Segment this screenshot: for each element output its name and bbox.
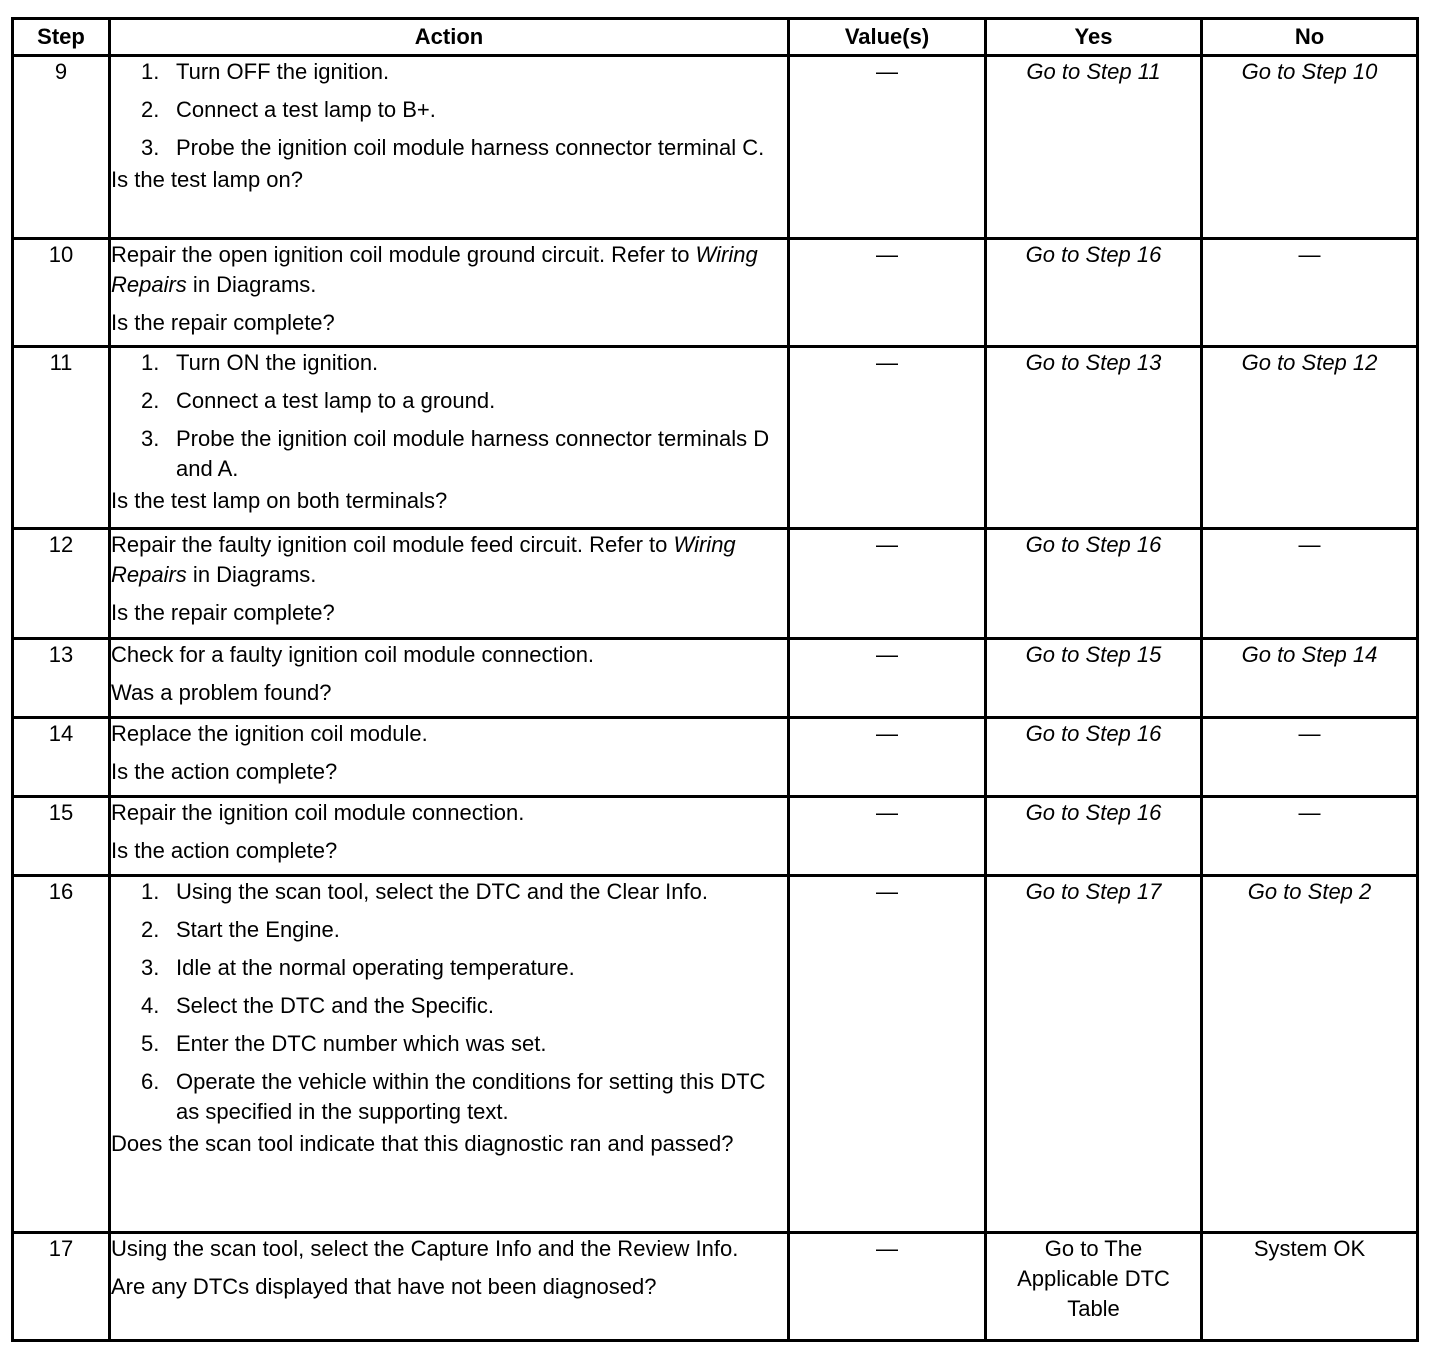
no-cell xyxy=(1202,56,1418,239)
no-value: — xyxy=(1298,721,1321,746)
yes-cell xyxy=(986,639,1202,718)
no-cell xyxy=(1202,239,1418,347)
action-cell xyxy=(110,639,789,718)
header-step: Step xyxy=(13,19,110,56)
list-item: 1. Using the scan tool, select the DTC and the Clear Info. xyxy=(141,879,708,904)
table-row xyxy=(13,797,1418,876)
yes-cell xyxy=(986,239,1202,347)
no-link: Go to Step 2 xyxy=(1247,879,1372,904)
yes-link: Go to Step 16 xyxy=(1025,532,1162,557)
diagnostic-table xyxy=(11,17,1419,1342)
no-cell xyxy=(1202,876,1418,1233)
action-cell xyxy=(110,529,789,639)
no-value: — xyxy=(1298,532,1321,557)
yes-link: Go to Step 17 xyxy=(1025,879,1162,904)
yes-cell xyxy=(986,797,1202,876)
value-cell: — xyxy=(789,347,986,529)
action-text: Replace the ignition coil module. xyxy=(111,721,428,746)
header-no: No xyxy=(1202,19,1418,56)
question-text: Is the repair complete? xyxy=(111,600,335,625)
value-cell: — xyxy=(789,239,986,347)
no-cell xyxy=(1202,529,1418,639)
list-item: 1. Turn ON the ignition. xyxy=(141,350,379,375)
list-item: 1. Turn OFF the ignition. xyxy=(141,59,390,84)
list-item: 3. Probe the ignition coil module harness connector terminals D and A. xyxy=(141,426,770,481)
step-number: 16 xyxy=(13,876,110,1233)
no-link: Go to Step 10 xyxy=(1241,59,1378,84)
action-cell xyxy=(110,56,789,239)
step-number: 9 xyxy=(13,56,110,239)
yes-cell xyxy=(986,56,1202,239)
yes-link: Go to The Applicable DTC Table xyxy=(1017,1236,1170,1321)
action-text: Repair the ignition coil module connection. xyxy=(111,800,525,825)
question-text: Is the repair complete? xyxy=(111,310,335,335)
yes-cell xyxy=(986,1233,1202,1341)
action-text: Repair the faulty ignition coil module feed circuit. Refer to Wiring Repairs in Diagrams. xyxy=(111,532,736,587)
yes-cell xyxy=(986,718,1202,797)
value-cell: — xyxy=(789,529,986,639)
table-row xyxy=(13,639,1418,718)
step-number: 10 xyxy=(13,239,110,347)
yes-cell xyxy=(986,876,1202,1233)
header-row xyxy=(13,19,1418,56)
yes-cell xyxy=(986,347,1202,529)
list-item: 3. Idle at the normal operating temperature. xyxy=(141,955,575,980)
list-item: 3. Probe the ignition coil module harness connector terminal C. xyxy=(141,135,765,160)
header-action: Action xyxy=(110,19,789,56)
table-row xyxy=(13,239,1418,347)
step-number: 14 xyxy=(13,718,110,797)
step-number: 12 xyxy=(13,529,110,639)
table-row xyxy=(13,347,1418,529)
table-row xyxy=(13,718,1418,797)
header-yes: Yes xyxy=(986,19,1202,56)
no-link: Go to Step 14 xyxy=(1241,642,1378,667)
no-link: Go to Step 12 xyxy=(1241,350,1378,375)
action-cell xyxy=(110,876,789,1233)
table-row xyxy=(13,56,1418,239)
step-number: 11 xyxy=(13,347,110,529)
list-item: 2. Start the Engine. xyxy=(141,917,340,942)
action-cell xyxy=(110,797,789,876)
action-text: Repair the open ignition coil module ground circuit. Refer to Wiring Repairs in Diagrams. xyxy=(111,242,758,297)
reference-title: Wiring Repairs xyxy=(111,532,736,587)
no-value: — xyxy=(1298,242,1321,267)
action-cell xyxy=(110,347,789,529)
question-text: Was a problem found? xyxy=(111,680,332,705)
no-cell xyxy=(1202,347,1418,529)
yes-link: Go to Step 16 xyxy=(1025,721,1162,746)
table-row xyxy=(13,529,1418,639)
value-cell: — xyxy=(789,1233,986,1341)
value-cell: — xyxy=(789,56,986,239)
question-text: Is the test lamp on? xyxy=(111,167,303,192)
value-cell: — xyxy=(789,639,986,718)
value-cell: — xyxy=(789,797,986,876)
list-item: 2. Connect a test lamp to B+. xyxy=(141,97,436,122)
no-value: System OK xyxy=(1253,1236,1366,1261)
table-row xyxy=(13,876,1418,1233)
reference-title: Wiring Repairs xyxy=(111,242,758,297)
list-item: 2. Connect a test lamp to a ground. xyxy=(141,388,496,413)
question-text: Is the action complete? xyxy=(111,838,338,863)
step-number: 15 xyxy=(13,797,110,876)
table-row xyxy=(13,1233,1418,1341)
yes-link: Go to Step 13 xyxy=(1025,350,1162,375)
yes-link: Go to Step 16 xyxy=(1025,242,1162,267)
action-text: Check for a faulty ignition coil module connection. xyxy=(111,642,595,667)
no-cell xyxy=(1202,718,1418,797)
header-values: Value(s) xyxy=(789,19,986,56)
no-cell xyxy=(1202,1233,1418,1341)
action-cell xyxy=(110,1233,789,1341)
yes-cell xyxy=(986,529,1202,639)
action-cell xyxy=(110,718,789,797)
list-item: 4. Select the DTC and the Specific. xyxy=(141,993,494,1018)
value-cell: — xyxy=(789,718,986,797)
list-item: 6. Operate the vehicle within the conditions for setting this DTC as specified in the supporting text. xyxy=(141,1069,766,1124)
question-text: Is the action complete? xyxy=(111,759,338,784)
no-value: — xyxy=(1298,800,1321,825)
no-cell xyxy=(1202,797,1418,876)
list-item: 5. Enter the DTC number which was set. xyxy=(141,1031,547,1056)
question-text: Is the test lamp on both terminals? xyxy=(111,488,448,513)
action-text: Using the scan tool, select the Capture Info and the Review Info. xyxy=(111,1236,739,1261)
value-cell: — xyxy=(789,876,986,1233)
yes-link: Go to Step 15 xyxy=(1025,642,1162,667)
step-number: 17 xyxy=(13,1233,110,1341)
no-cell xyxy=(1202,639,1418,718)
action-cell xyxy=(110,239,789,347)
question-text: Are any DTCs displayed that have not been diagnosed? xyxy=(111,1274,657,1299)
yes-link: Go to Step 16 xyxy=(1025,800,1162,825)
question-text: Does the scan tool indicate that this diagnostic ran and passed? xyxy=(111,1131,734,1156)
step-number: 13 xyxy=(13,639,110,718)
yes-link: Go to Step 11 xyxy=(1026,59,1161,84)
